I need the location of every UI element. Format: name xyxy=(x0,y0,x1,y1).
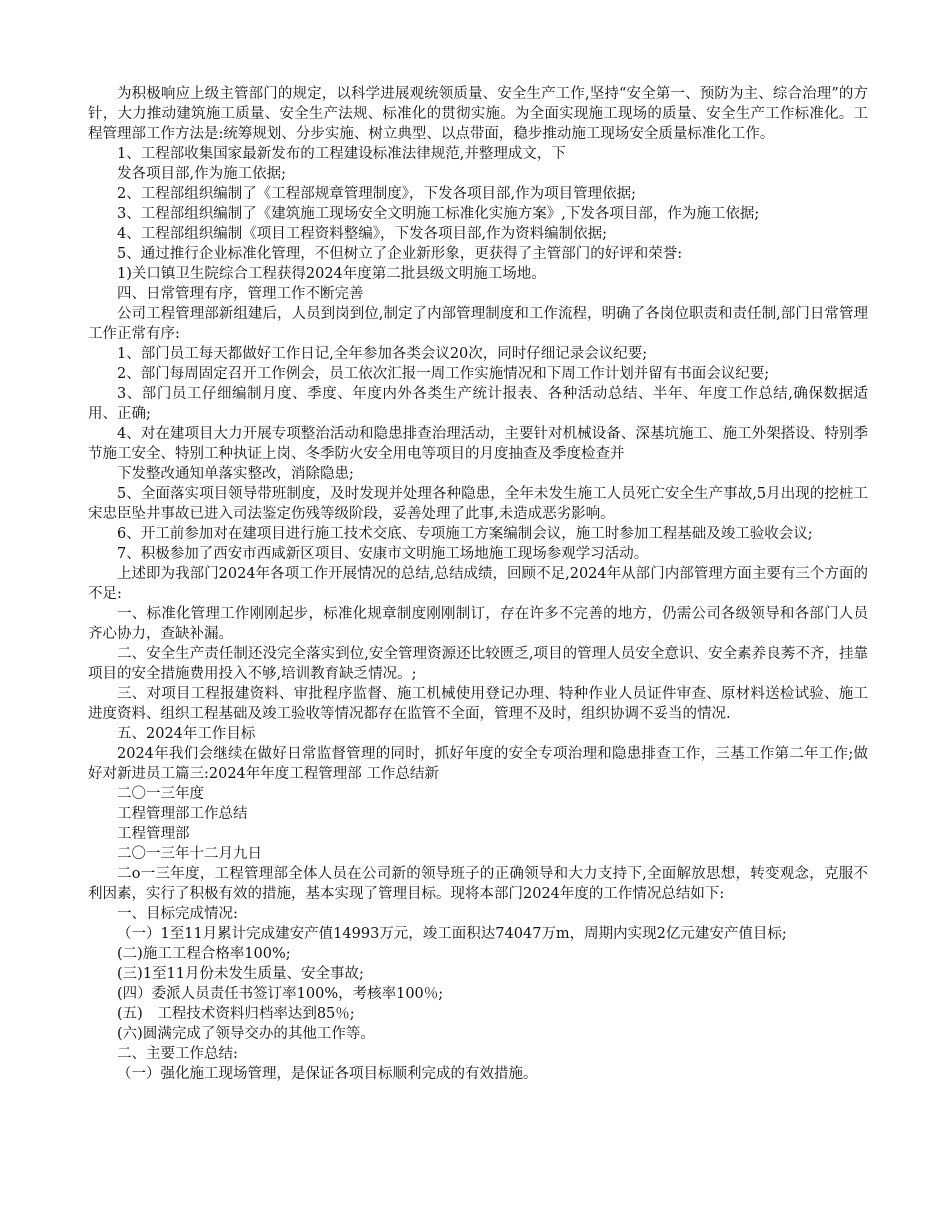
daily-item-4-part-1: 4、对在建项目大力开展专项整治活动和隐患排查治理活动，主要针对机械设备、深基坑施工、施工外架搭设、特别季节施工安全、特别工种执证上岗、冬季防火安全用电等项目的月度抽查及季度检查并 xyxy=(88,426,868,462)
goals-paragraph: 2024年我们会继续在做好日常监督管理的同时，抓好年度的安全专项治理和隐患排查工作，三基工作第二年工作;做好对新进员工篇三:2024年年度工程管理部 工作总结新 xyxy=(88,746,868,782)
item-3: 3、工程部组织编制了《建筑施工现场安全文明施工标准化实施方案》,下发各项目部，作为施工依据; xyxy=(117,206,760,222)
report-title: 工程管理部工作总结 xyxy=(117,806,248,822)
report-date: 二〇一三年十二月九日 xyxy=(117,846,262,862)
daily-item-2: 2、部门每周固定召开工作例会，员工依次汇报一周工作实施情况和下周工作计划并留有书面会议纪要; xyxy=(117,366,770,382)
daily-item-3: 3、部门员工仔细编制月度、季度、年度内外各类生产统计报表、各种活动总结、半年、年度工作总结,确保数据适用、正确; xyxy=(88,386,868,422)
section-4-intro: 公司工程管理部新组建后，人员到岗到位,制定了内部管理制度和工作流程，明确了各岗位职责和责任制,部门日常管理工作正常有序: xyxy=(88,306,868,342)
intro-paragraph: 为积极响应上级主管部门的规定，以科学进展观统领质量、安全生产工作,坚持“安全第一、预防为主、综合治理”的方针，大力推动建筑施工质量、安全生产法规、标准化的贯彻实施。为全面实现施工现场的质量、安全生产工作标准化。工程管理部工作方法是:统筹规划、分步实施、树立典型、以点带面，稳步推动施工现场安全质量标准化工作。 xyxy=(88,86,868,142)
document-body xyxy=(88,84,868,1084)
section-heading-5: 五、2024年工作目标 xyxy=(117,726,256,742)
section-heading-targets: 一、目标完成情况: xyxy=(117,906,238,922)
item-4: 4、工程部组织编制《项目工程资料整编》，下发各项目部,作为资料编制依据; xyxy=(117,226,607,242)
shortcoming-3: 三、对项目工程报建资料、审批程序监督、施工机械使用登记办理、特种作业人员证件审查、原材料送检试验、施工进度资料、组织工程基础及竣工验收等情况都存在监管不全面，管理不及时，组织协调不妥当的情况. xyxy=(88,686,868,722)
item-5-sub-1: 1)关口镇卫生院综合工程获得2024年度第二批县级文明施工场地。 xyxy=(117,266,546,282)
item-1-part-1: 1、工程部收集国家最新发布的工程建设标准法律规范,并整理成文，下 xyxy=(117,146,566,162)
daily-item-7: 7、积极参加了西安市西咸新区项目、安康市文明施工场地施工现场参观学习活动。 xyxy=(117,546,649,562)
report-department: 工程管理部 xyxy=(117,826,190,842)
target-item-2: (二)施工工程合格率100%; xyxy=(117,946,291,962)
report-year: 二〇一三年度 xyxy=(117,786,204,802)
summary-paragraph: 上述即为我部门2024年各项工作开展情况的总结,总结成绩，回顾不足,2024年从部门内部管理方面主要有三个方面的不足: xyxy=(88,566,868,602)
main-work-item-1: （一）强化施工现场管理，是保证各项目标顺利完成的有效措施。 xyxy=(117,1066,538,1082)
daily-item-6: 6、开工前参加对在建项目进行施工技术交底、专项施工方案编制会议，施工时参加工程基础及竣工验收会议; xyxy=(117,526,813,542)
section-heading-main-work: 二、主要工作总结: xyxy=(117,1046,238,1062)
item-1-part-2: 发各项目部,作为施工依据; xyxy=(117,166,286,182)
daily-item-5: 5、全面落实项目领导带班制度，及时发现并处理各种隐患，全年未发生施工人员死亡安全生产事故,5月出现的挖桩工宋忠臣坠井事故已进入司法鉴定伤残等级阶段，妥善处理了此事,未造成恶劣影响。 xyxy=(88,486,868,522)
target-item-1: （一）1至11月累计完成建安产值14993万元，竣工面积达74047万m，周期内实现2亿元建安产值目标; xyxy=(117,926,787,942)
daily-item-1: 1、部门员工每天都做好工作日记,全年参加各类会议20次，同时仔细记录会议纪要; xyxy=(117,346,648,362)
shortcoming-2: 二、安全生产责任制还没完全落实到位,安全管理资源还比较匮乏,项目的管理人员安全意识、安全素养良莠不齐，挂靠项目的安全措施费用投入不够,培训教育缺乏情况。; xyxy=(88,646,868,682)
item-5: 5、通过推行企业标准化管理，不但树立了企业新形象，更获得了主管部门的好评和荣誉: xyxy=(117,246,683,262)
section-heading-4: 四、日常管理有序，管理工作不断完善 xyxy=(117,286,364,302)
report-intro: 二o一三年度，工程管理部全体人员在公司新的领导班子的正确领导和大力支持下,全面解放思想，转变观念，克服不利因素，实行了积极有效的措施，基本实现了管理目标。现将本部门2024年度的工作情况总结如下: xyxy=(88,866,868,902)
item-2: 2、工程部组织编制了《工程部规章管理制度》，下发各项目部,作为项目管理依据; xyxy=(117,186,636,202)
target-item-4: (四）委派人员责任书签订率100%，考核率100％; xyxy=(117,986,444,1002)
target-item-3: (三)1至11月份未发生质量、安全事故; xyxy=(117,966,364,982)
shortcoming-1: 一、标准化管理工作刚刚起步，标准化规章制度刚刚制订，存在许多不完善的地方，仍需公司各级领导和各部门人员齐心协力，查缺补漏。 xyxy=(88,606,868,642)
target-item-6: (六)圆满完成了领导交办的其他工作等。 xyxy=(117,1026,375,1042)
daily-item-4-part-2: 下发整改通知单落实整改，消除隐患; xyxy=(117,466,354,482)
target-item-5: (五) 工程技术资料归档率达到85％; xyxy=(117,1006,355,1022)
